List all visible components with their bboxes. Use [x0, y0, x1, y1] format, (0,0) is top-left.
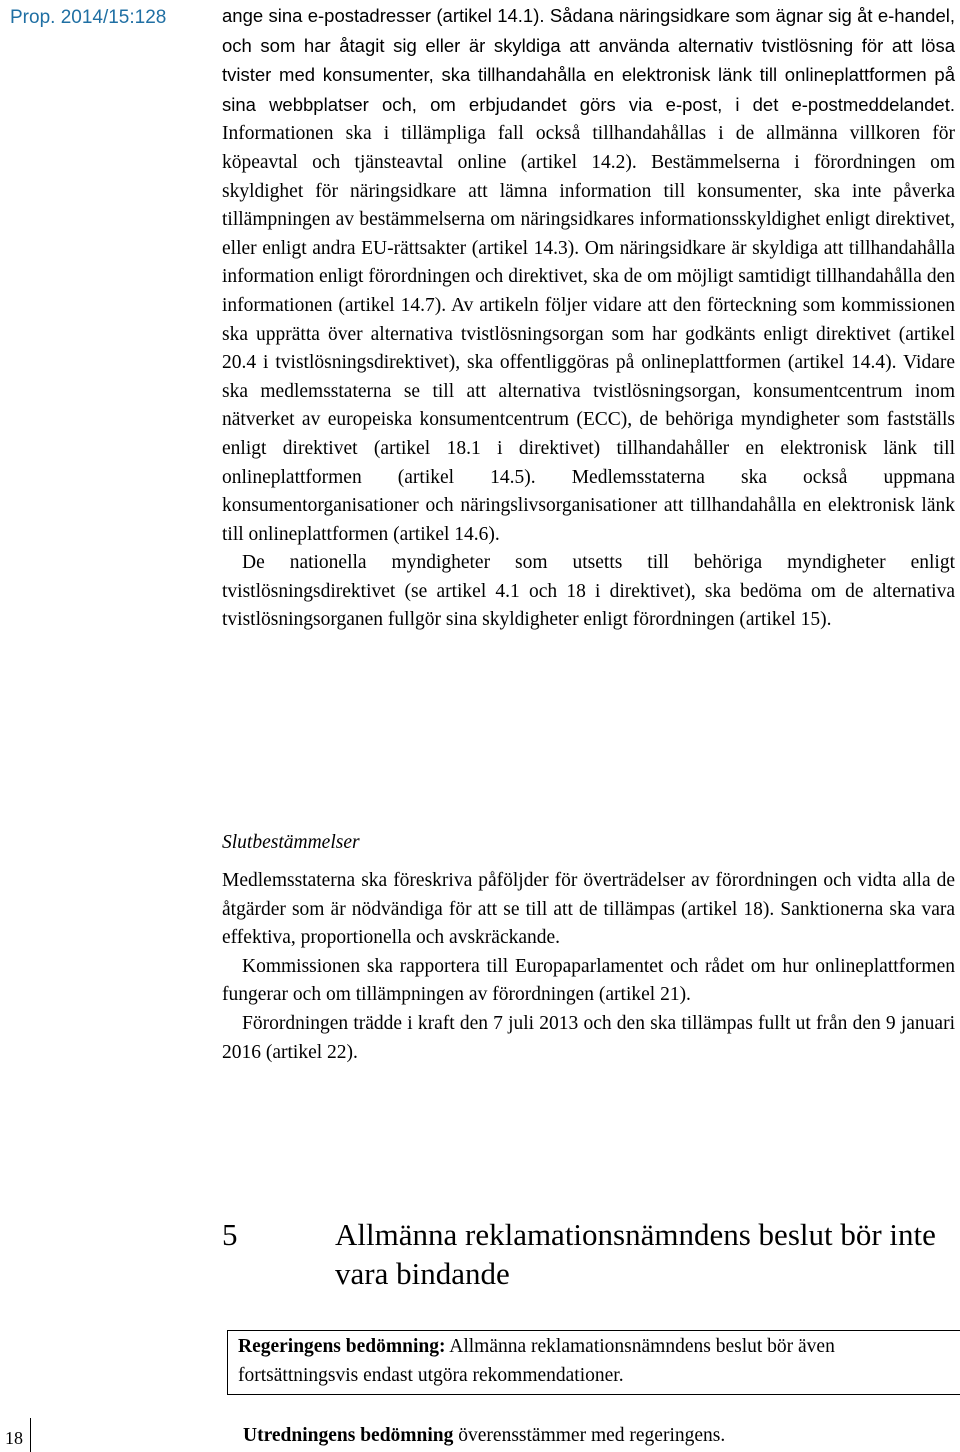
inquiry-label: Utredningens bedömning [243, 1425, 454, 1446]
chapter-number: 5 [222, 1217, 238, 1252]
government-assessment-box [227, 1330, 960, 1395]
chapter-title: Allmänna reklamationsnämndens beslut bör inte vara bindande [335, 1217, 936, 1291]
section-heading: Slutbestämmelser [222, 832, 360, 853]
paragraph-serif-part: Informationen ska i tillämpliga fall också tillhandahållas i de allmänna villkoren för köpeavtal och tjänsteavtal online (artikel 14.2). Bestämmelserna i förordningen om skyldighet för näringsidkare att lämna information till konsumenter, ska inte påverka tillämpningen av bestämmelserna om näringsidkares informationsskyldighet enligt direktivet, eller enligt andra EU-rättsakter (artikel 14.3). Om näringsidkare är skyldiga att tillhandahålla information enligt förordningen och direktivet, ska de om möjligt samtidigt tillhandahålla den informationen (artikel 14.7). Av artikeln följer vidare att den förteckning som kommissionen ska upprätta över alternativa tvistlösningsorgan som har godkänts enligt direktivet (artikel 20.4 i tvistlösningsdirektivet), ska offentliggöras på onlineplattformen (artikel 14.4). Vidare ska medlemsstaterna se till att alternativa tvistlösningsorgan, konsumentcentrum inom nätverket av europeiska konsumentcentrum (ECC), de behöriga myndigheter som fastställs enligt direktivet (artikel 18.1 i direktivet) tillhandahåller en elektronisk länk till onlineplattformen (artikel 14.5). Medlemsstaterna ska också uppmana konsumentorganisationer och näringslivsorganisationer att tillhandahålla en elektronisk länk till onlineplattformen (artikel 14.6). [222, 123, 955, 545]
inquiry-text: överensstämmer med regeringens. [453, 1425, 726, 1446]
paragraph-sans-part: ange sina e-postadresser (artikel 14.1). Sådana näringsidkare som ägnar sig åt e-handel, och som har åtagit sig eller är skyldiga att använda alternativ tvistlösning för att lösa tvister med konsumenter, ska tillhandahålla en elektronisk länk till onlineplattformen på sina webbplatser och, om erbjudandet görs via e-post, i det e-postmeddelandet. [222, 5, 955, 115]
paragraph-commission-report: Kommissionen ska rapportera till Europaparlamentet och rådet om hur onlineplattformen fungerar och om tillämpningen av förordningen (artikel 21). [222, 955, 955, 1006]
paragraph-authorities: De nationella myndigheter som utsetts till behöriga myndigheter enligt tvistlösningsdirektivet (se artikel 4.1 och 18 i direktivet), ska bedöma om de alternativa tvistlösningsorganen fullgör sina skyldigheter enligt förordningen (artikel 15). [222, 552, 955, 631]
final-provisions [222, 867, 955, 1067]
paragraph-continued [222, 2, 955, 549]
paragraph-entry-into-force: Förordningen trädde i kraft den 7 juli 2013 och den ska tillämpas fullt ut från den 9 januari 2016 (artikel 22). [222, 1012, 955, 1063]
paragraph-penalties: Medlemsstaterna ska föreskriva påföljder för överträdelser av förordningen och vidta alla de åtgärder som är nödvändiga för att se till att de tillämpas (artikel 18). Sanktionerna ska vara effektiva, proportionella och avskräckande. [222, 870, 955, 949]
proposition-reference: Prop. 2014/15:128 [10, 7, 167, 28]
body-text [222, 2, 955, 635]
inquiry-assessment [243, 1422, 725, 1450]
assessment-label: Regeringens bedömning: [238, 1336, 446, 1357]
assessment-text: Allmänna reklamationsnämndens beslut bör även fortsättningsvis endast utgöra rekommendationer. [238, 1336, 835, 1386]
margin-divider [30, 1418, 31, 1452]
page-number: 18 [5, 1428, 23, 1448]
